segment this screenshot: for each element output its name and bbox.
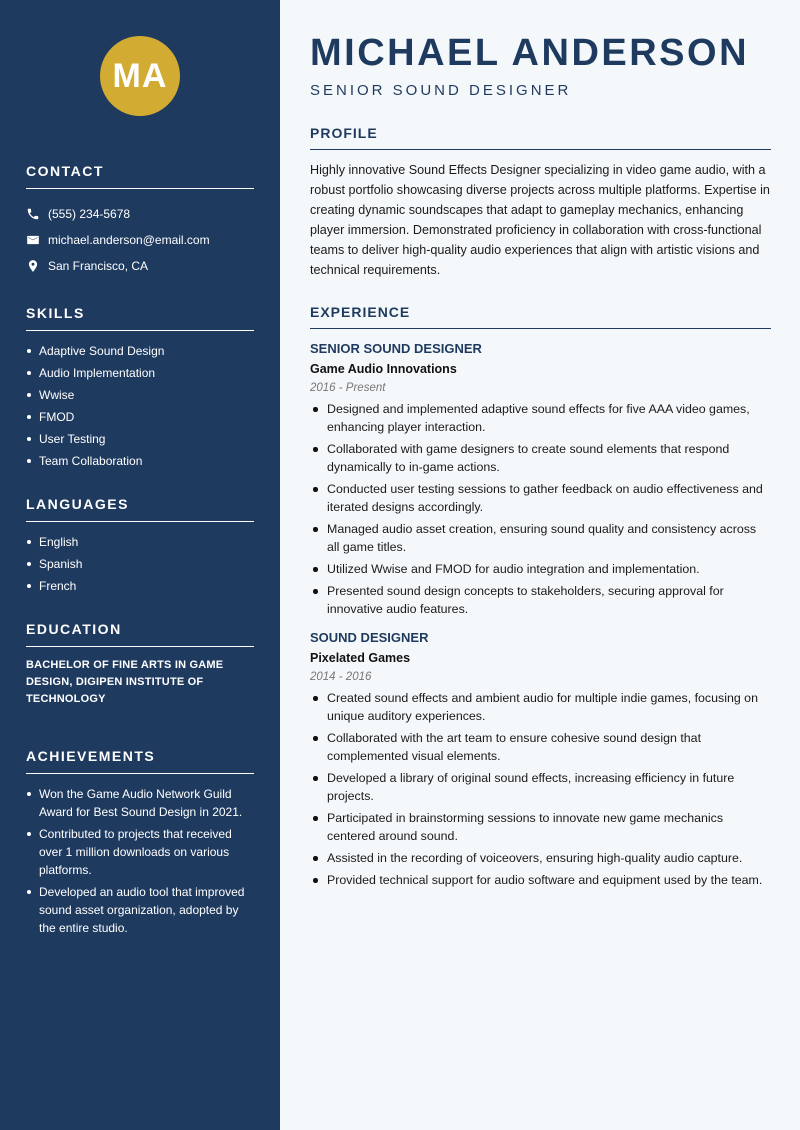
person-name: MICHAEL ANDERSON (310, 32, 750, 74)
experience-section (310, 304, 771, 889)
list-item: FMOD (26, 408, 254, 426)
job-dates: 2016 - Present (310, 382, 386, 394)
email-text: michael.anderson@email.com (48, 233, 210, 247)
education-section (26, 621, 254, 708)
location-pin-icon (26, 259, 40, 273)
list-item: English (26, 533, 254, 551)
list-item: Spanish (26, 555, 254, 573)
list-item: Collaborated with the art team to ensure cohesive sound design that complemented visual elements. (310, 729, 771, 765)
job-bullets (310, 689, 771, 889)
achievements-list (26, 785, 254, 937)
phone-icon (26, 207, 40, 221)
list-item: Audio Implementation (26, 364, 254, 382)
skills-heading: SKILLS (26, 305, 254, 331)
list-item: French (26, 577, 254, 595)
job-title: SENIOR SOUND DESIGNER (310, 82, 572, 99)
list-item: Contributed to projects that received over 1 million downloads on various platforms. (26, 825, 254, 879)
education-heading: EDUCATION (26, 621, 254, 647)
profile-heading: PROFILE (310, 125, 771, 150)
achievements-heading: ACHIEVEMENTS (26, 748, 254, 774)
contact-heading: CONTACT (26, 163, 254, 189)
job-entry (310, 630, 771, 889)
sidebar (0, 0, 280, 1130)
company-name: Game Audio Innovations (310, 362, 457, 376)
contact-location (26, 253, 254, 279)
profile-text: Highly innovative Sound Effects Designer specializing in video game audio, with a robust portfolio showcasing diverse projects across multiple platforms. Expertise in creating dynamic soundscapes that adapt to gameplay mechanics, enhancing player immersion. Demonstrated proficiency in collaboration with cross-functional teams to deliver high-quality audio experiences that align with artistic visions and technical requirements. (310, 163, 770, 277)
contact-email (26, 227, 254, 253)
languages-list (26, 533, 254, 595)
phone-text: (555) 234-5678 (48, 207, 131, 221)
list-item: Conducted user testing sessions to gather feedback on audio effectiveness and iterated designs accordingly. (310, 480, 771, 516)
list-item: Created sound effects and ambient audio for multiple indie games, focusing on unique auditory experiences. (310, 689, 771, 725)
main-content (280, 0, 800, 1130)
list-item: Wwise (26, 386, 254, 404)
job-bullets (310, 400, 771, 618)
job-entry (310, 341, 771, 618)
languages-section (26, 496, 254, 595)
profile-section (310, 125, 771, 280)
languages-heading: LANGUAGES (26, 496, 254, 522)
skills-section (26, 305, 254, 470)
list-item: Utilized Wwise and FMOD for audio integration and implementation. (310, 560, 771, 578)
list-item: Team Collaboration (26, 452, 254, 470)
experience-heading: EXPERIENCE (310, 304, 771, 329)
list-item: Developed an audio tool that improved sound asset organization, adopted by the entire studio. (26, 883, 254, 937)
email-icon (26, 233, 40, 247)
contact-phone (26, 201, 254, 227)
achievements-section (26, 748, 254, 937)
contact-list (26, 201, 254, 279)
avatar: MA (100, 36, 180, 116)
contact-section (26, 163, 254, 279)
job-dates: 2014 - 2016 (310, 671, 372, 683)
list-item: Collaborated with game designers to create sound elements that respond dynamically to in-game actions. (310, 440, 771, 476)
location-text: San Francisco, CA (48, 259, 149, 273)
list-item: Presented sound design concepts to stakeholders, securing approval for innovative audio features. (310, 582, 771, 618)
list-item: Won the Game Audio Network Guild Award for Best Sound Design in 2021. (26, 785, 254, 821)
education-entry: BACHELOR OF FINE ARTS IN GAME DESIGN, DIGIPEN INSTITUTE OF TECHNOLOGY (26, 659, 224, 705)
job-entry-title: SOUND DESIGNER (310, 630, 429, 645)
list-item: User Testing (26, 430, 254, 448)
list-item: Participated in brainstorming sessions to innovate new game mechanics centered around sound. (310, 809, 771, 845)
job-entry-title: SENIOR SOUND DESIGNER (310, 341, 482, 356)
skills-list (26, 342, 254, 470)
list-item: Assisted in the recording of voiceovers, ensuring high-quality audio capture. (310, 849, 771, 867)
list-item: Provided technical support for audio software and equipment used by the team. (310, 871, 771, 889)
list-item: Adaptive Sound Design (26, 342, 254, 360)
list-item: Developed a library of original sound effects, increasing efficiency in future projects. (310, 769, 771, 805)
company-name: Pixelated Games (310, 651, 411, 665)
list-item: Managed audio asset creation, ensuring sound quality and consistency across all game titles. (310, 520, 771, 556)
list-item: Designed and implemented adaptive sound effects for five AAA video games, enhancing player interaction. (310, 400, 771, 436)
